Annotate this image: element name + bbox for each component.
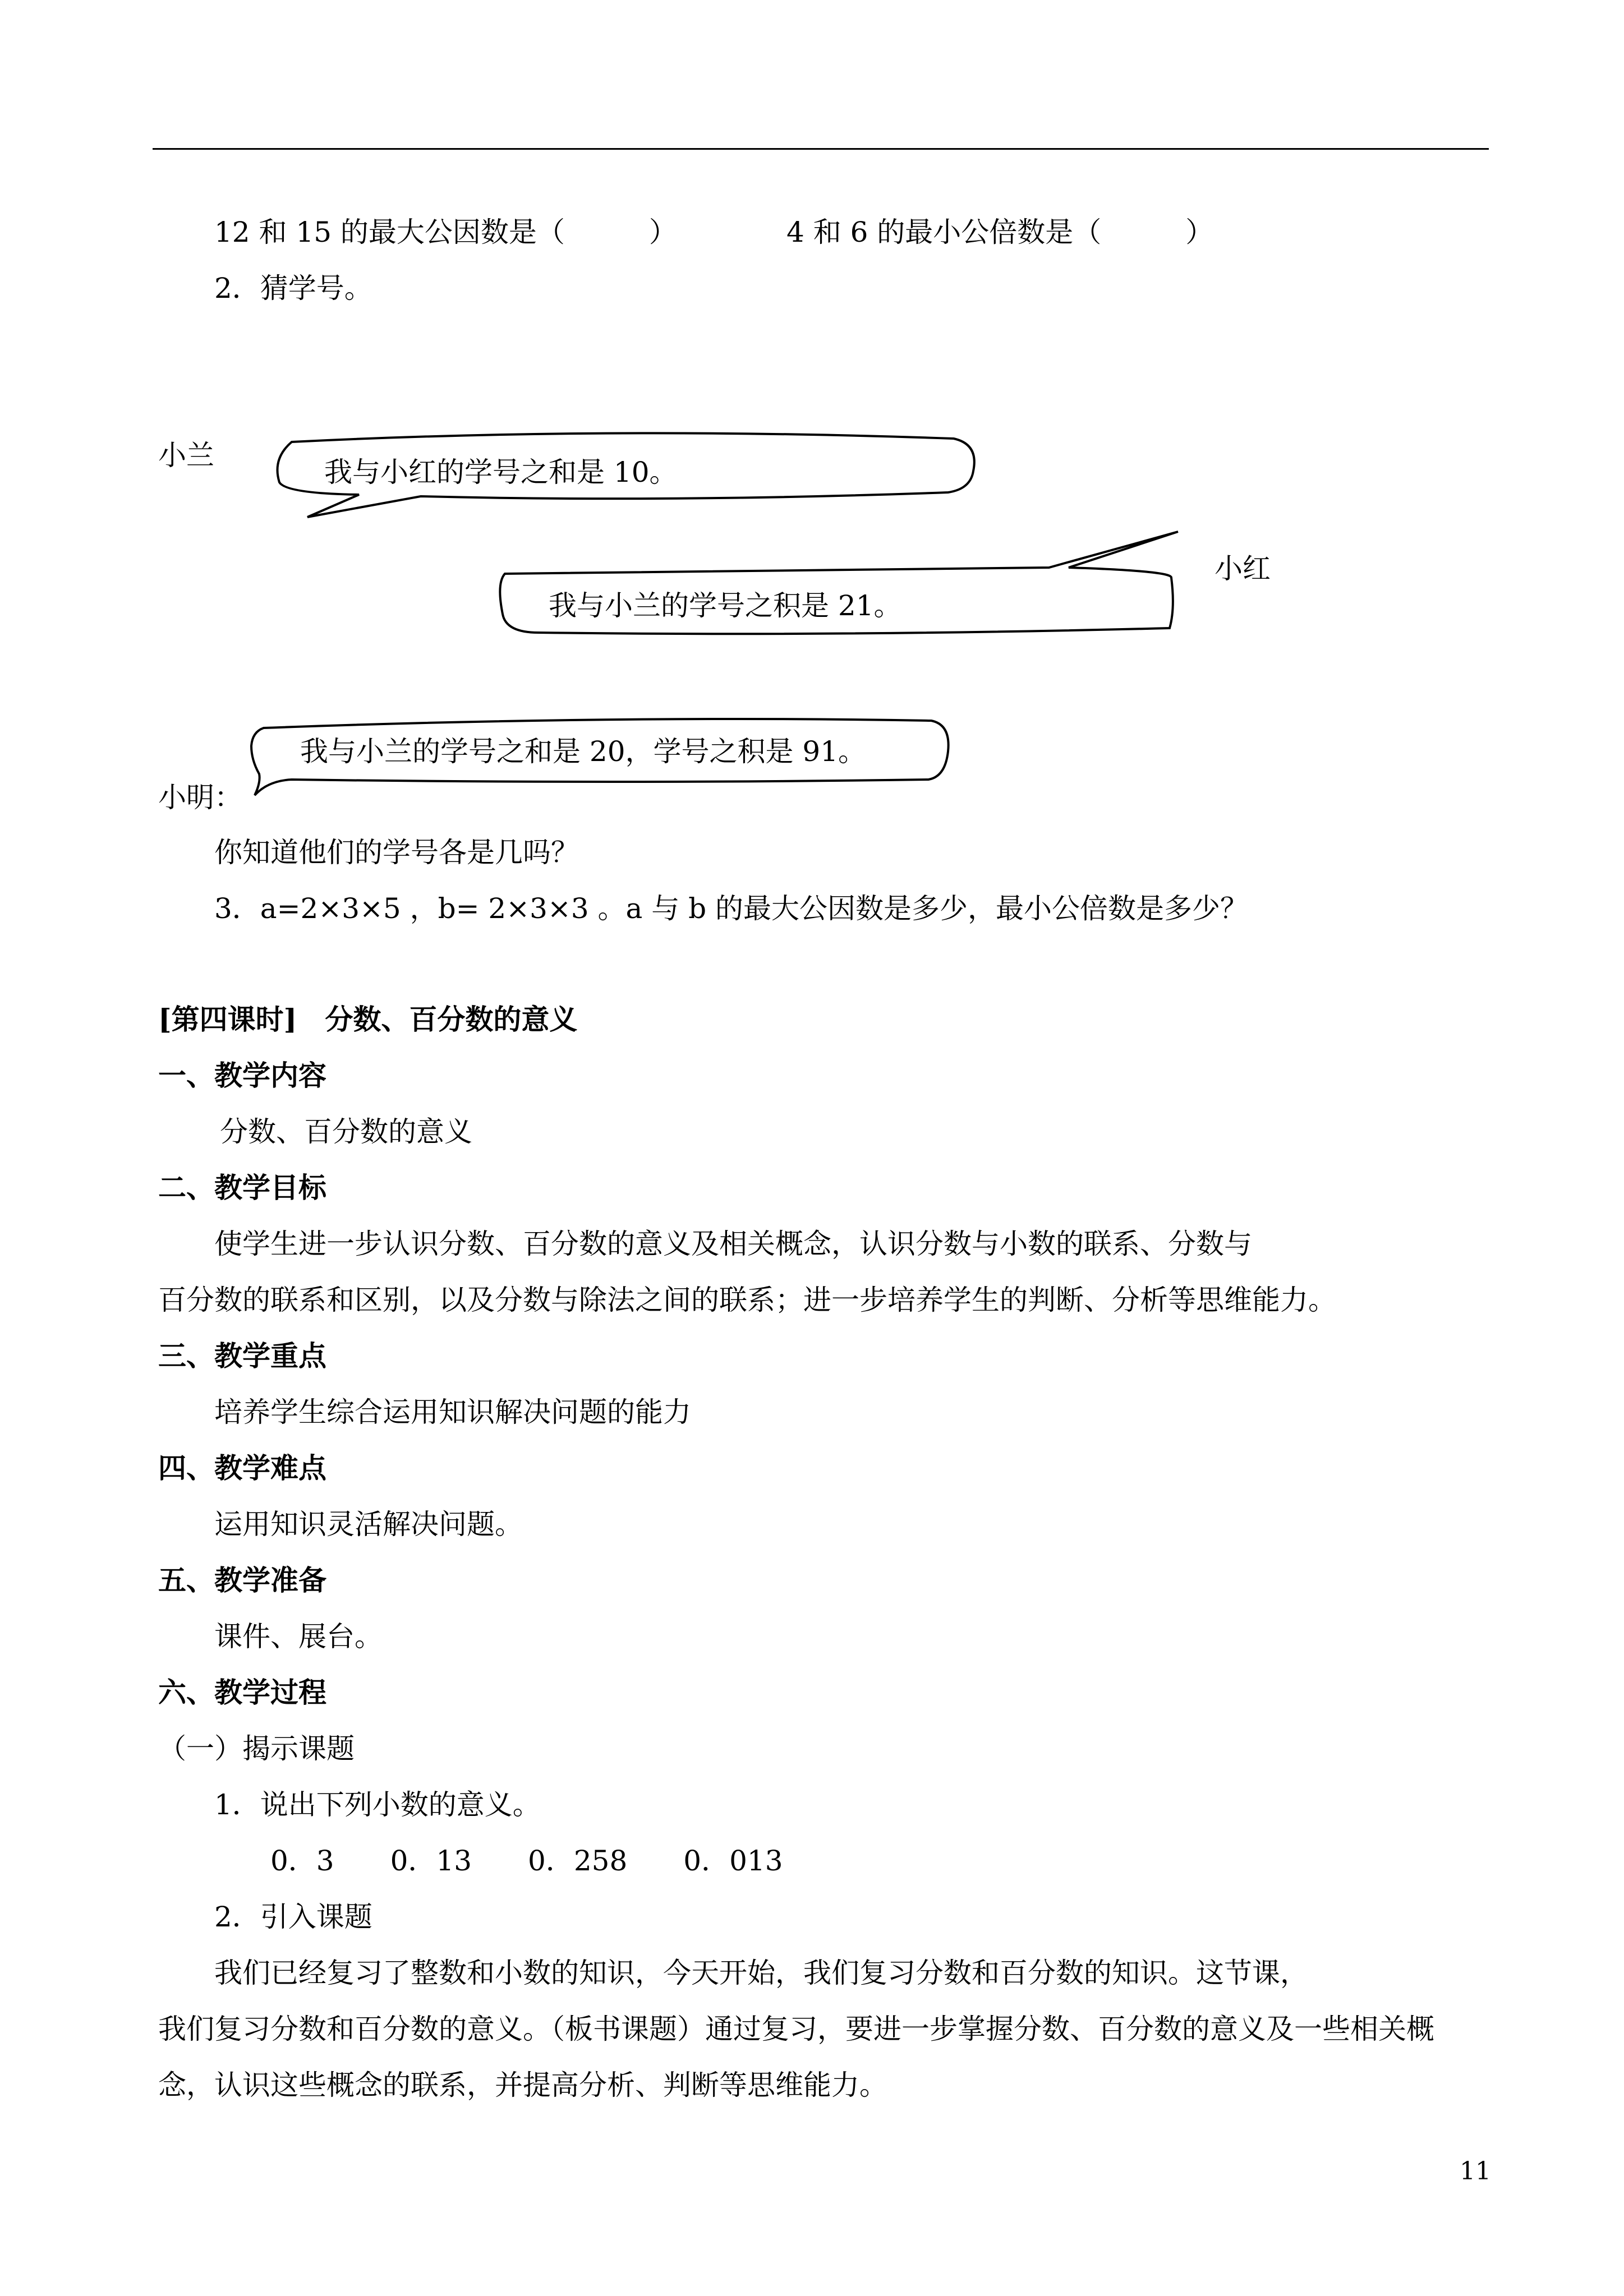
- bubble-text-xiaoming: 我与小兰的学号之和是 20，学号之积是 91。: [300, 735, 867, 768]
- question-gcd: 12 和 15 的最大公因数是（ ）: [214, 216, 677, 248]
- guess-question: 你知道他们的学号各是几吗？: [214, 836, 579, 869]
- intro-paragraph-line-3: 念，认识这些概念的联系，并提高分析、判断等思维能力。: [158, 2069, 887, 2101]
- guess-title: 2．猜学号。: [214, 272, 372, 305]
- section-4-heading: 四、教学难点: [158, 1451, 326, 1484]
- speaker-xiaoming: 小明：: [158, 781, 242, 814]
- question-3: 3．a=2×3×5 ，b= 2×3×3 。a 与 b 的最大公因数是多少，最小公倍数是多少？: [214, 892, 1249, 925]
- section-6-heading: 六、教学过程: [158, 1676, 326, 1709]
- speaker-xiaohong: 小红: [1214, 552, 1271, 585]
- lesson-title: [第四课时] 分数、百分数的意义: [158, 1003, 578, 1036]
- section-4-body: 运用知识灵活解决问题。: [214, 1508, 523, 1541]
- section-3-body: 培养学生综合运用知识解决问题的能力: [214, 1396, 691, 1428]
- page-number: 11: [1460, 2157, 1491, 2186]
- section-2-line-1: 使学生进一步认识分数、百分数的意义及相关概念，认识分数与小数的联系、分数与: [214, 1228, 1252, 1260]
- intro-paragraph-line-2: 我们复习分数和百分数的意义。（板书课题）通过复习，要进一步掌握分数、百分数的意义及一些相关概: [158, 2013, 1434, 2045]
- section-2-heading: 二、教学目标: [158, 1171, 326, 1204]
- bubble-text-xiaolan: 我与小红的学号之和是 10。: [324, 456, 678, 488]
- speaker-xiaolan: 小兰: [158, 439, 214, 472]
- question-lcm: 4 和 6 的最小公倍数是（ ）: [786, 216, 1214, 248]
- step-1-heading: （一）揭示课题: [158, 1732, 355, 1765]
- section-1-heading: 一、教学内容: [158, 1059, 326, 1092]
- decimal-list: 0．3 0．13 0．258 0．013: [270, 1845, 783, 1877]
- section-5-body: 课件、展台。: [214, 1620, 383, 1653]
- bubble-text-xiaohong: 我与小兰的学号之积是 21。: [549, 589, 902, 622]
- step-1-item-1: 1．说出下列小数的意义。: [214, 1788, 541, 1821]
- step-1-item-2: 2．引入课题: [214, 1901, 372, 1933]
- intro-paragraph-line-1: 我们已经复习了整数和小数的知识，今天开始，我们复习分数和百分数的知识。这节课，: [214, 1957, 1308, 1989]
- section-2-line-2: 百分数的联系和区别，以及分数与除法之间的联系；进一步培养学生的判断、分析等思维能力。: [158, 1284, 1336, 1316]
- section-5-heading: 五、教学准备: [158, 1564, 326, 1597]
- section-3-heading: 三、教学重点: [158, 1339, 326, 1372]
- section-1-body: 分数、百分数的意义: [220, 1115, 472, 1148]
